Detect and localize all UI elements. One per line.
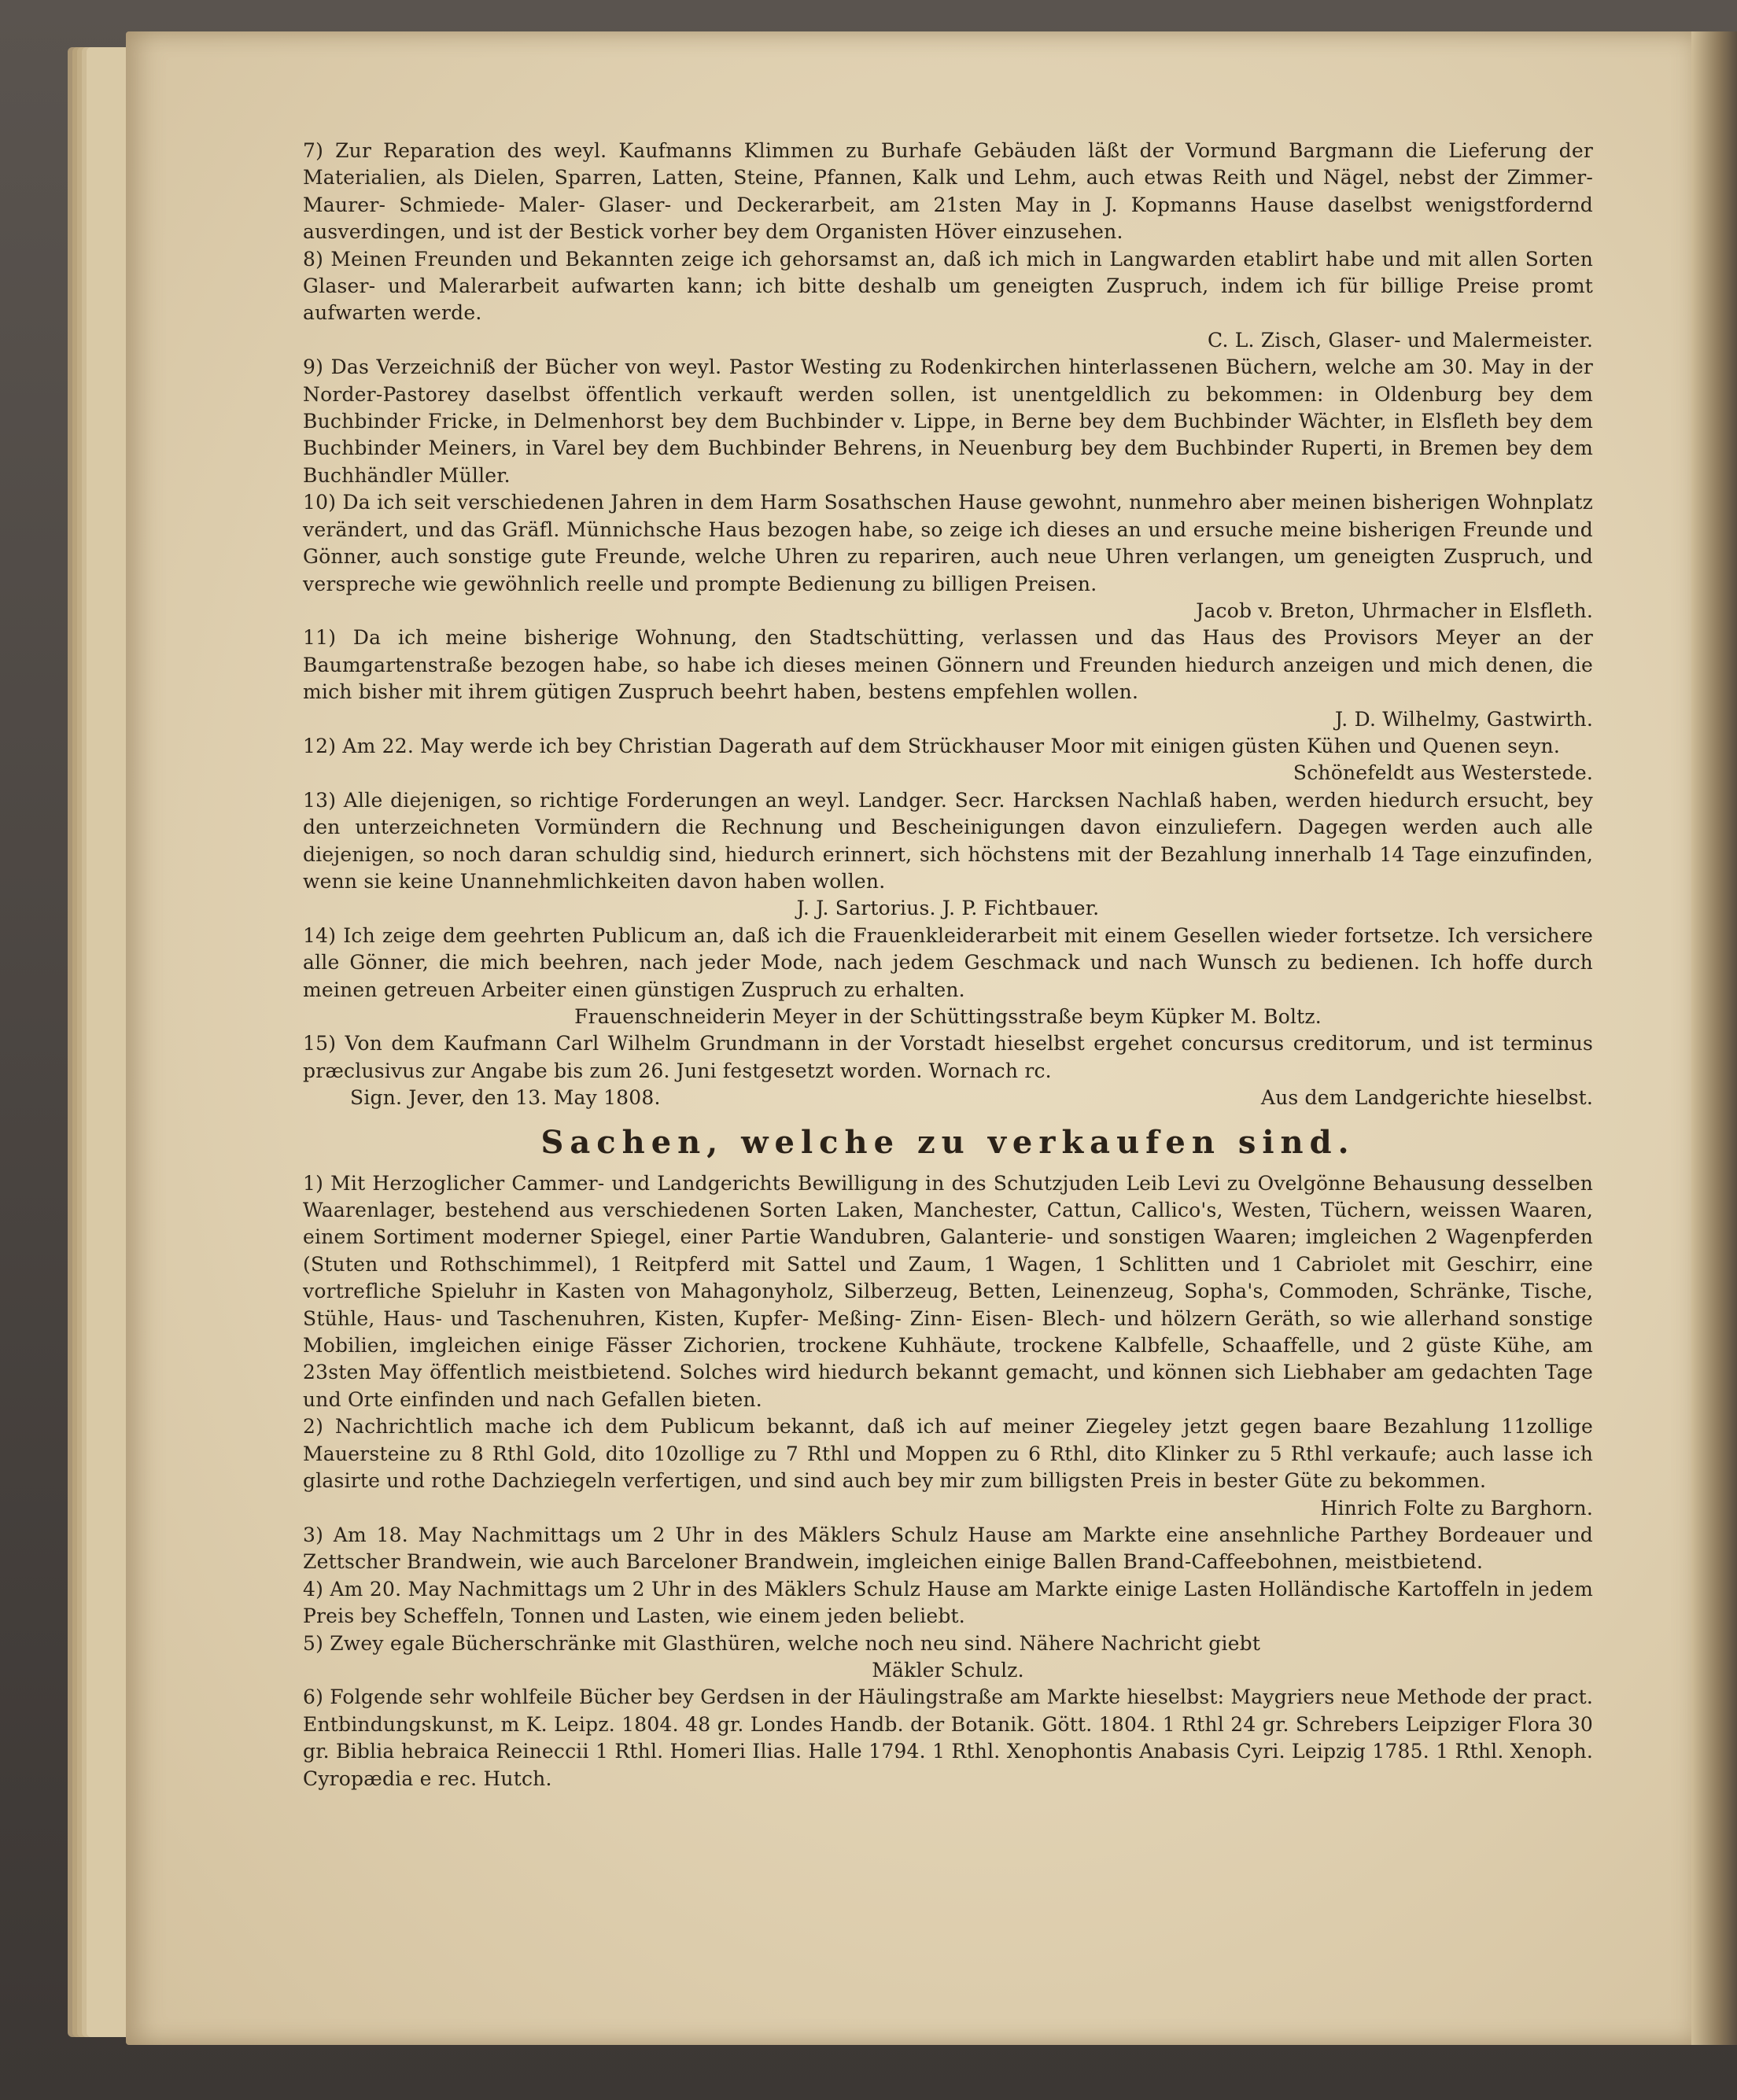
- sale-signature-5: Mäkler Schulz.: [872, 1658, 1024, 1682]
- notice-12: 12) Am 22. May werde ich bey Christian Dagerath auf dem Strückhauser Moor mit einigen güsten Kühen und Quenen seyn.: [303, 734, 1560, 757]
- notice-11: 11) Da ich meine bisherige Wohnung, den Stadtschütting, verlassen und das Haus des Provisors Meyer an der Baumgartenstraße bezogen habe, so habe ich dieses meinen Gönnern und Freunden hiedurch anzeigen und mich denen, die mich bisher mit ihrem gütigen Zuspruch beehrt haben, bestens empfehlen wollen.: [303, 626, 1593, 704]
- signature-15-date: Sign. Jever, den 13. May 1808.: [350, 1086, 661, 1110]
- signature-15: [303, 1085, 1593, 1111]
- sale-signature-2: Hinrich Folte zu Barghorn.: [1320, 1496, 1593, 1520]
- signature-11: J. D. Wilhelmy, Gastwirth.: [1335, 707, 1593, 731]
- section-heading: Sachen, welche zu verkaufen sind.: [540, 1123, 1355, 1161]
- notice-14: 14) Ich zeige dem geehrten Publicum an, daß ich die Frauenkleiderarbeit mit einem Gesellen wieder fortsetze. Ich versichere alle Gönner, die mich beehren, nach jeder Mode, nach jedem Geschmack und nach Wunsch zu bedienen. Ich hoffe durch meinen getreuen Arbeiter einen günstigen Zuspruch zu erhalten.: [303, 923, 1593, 1001]
- sale-item-1: 1) Mit Herzoglicher Cammer- und Landgerichts Bewilligung in des Schutzjuden Leib Levi zu Ovelgönne Behausung desselben Waarenlager, bestehend aus verschiedenen Sorten Laken, Manchester, Cattun, Callico's, Westen, Tüchern, weissen Waaren, einem Sortiment moderner Spiegel, einer Partie Wandubren, Galanterie- und sonstigen Waaren; imgleichen 2 Wagenpferden (Stuten und Rothschimmel), 1 Reitpferd mit Sattel und Zaum, 1 Wagen, 1 Schlitten und 1 Cabriolet mit Geschirr, eine vortrefliche Spieluhr in Kasten von Mahagonyholz, Silberzeug, Betten, Leinenzeug, Sopha's, Commoden, Schränke, Tische, Stühle, Haus- und Taschenuhren, Kisten, Kupfer- Meßing- Zinn- Eisen- Blech- und hölzern Geräth, so wie allerhand sonstige Mobilien, imgleichen einige Fässer Zichorien, trockene Kuhhäute, trockene Kalbfelle, Schaaffelle, und 2 güste Kühe, am 23sten May öffentlich meistbietend. Solches wird hiedurch bekannt gemacht, und können sich Liebhaber am gedachten Tage und Orte einfinden und nach Gefallen bieten.: [303, 1171, 1593, 1411]
- notice-8: 8) Meinen Freunden und Bekannten zeige ich gehorsamst an, daß ich mich in Langwarden etablirt habe und mit allen Sorten Glaser- und Malerarbeit aufwarten kann; ich bitte deshalb um geneigten Zuspruch, indem ich für billige Preise promt aufwarten werde.: [303, 247, 1593, 325]
- signature-14: Frauenschneiderin Meyer in der Schüttingsstraße beym Küpker M. Boltz.: [574, 1005, 1322, 1028]
- page-text-column: [303, 138, 1593, 1792]
- signature-10: Jacob v. Breton, Uhrmacher in Elsfleth.: [1196, 599, 1593, 622]
- signature-8: C. L. Zisch, Glaser- und Malermeister.: [1208, 328, 1593, 352]
- sale-item-6: 6) Folgende sehr wohlfeile Bücher bey Gerdsen in der Häulingstraße am Markte hieselbst: Maygriers neue Methode der pract. Entbindungskunst, m K. Leipz. 1804. 48 gr. Londes Handb. der Botanik. Gött. 1804. 1 Rthl 24 gr. Schrebers Leipziger Flora 30 gr. Biblia hebraica Reineccii 1 Rthl. Homeri Ilias. Halle 1794. 1 Rthl. Xenophontis Anabasis Cyri. Leipzig 1785. 1 Rthl. Xenoph. Cyropædia e rec. Hutch.: [303, 1686, 1593, 1790]
- signature-12: Schönefeldt aus Westerstede.: [1293, 761, 1593, 785]
- signature-13: J. J. Sartorius. J. P. Fichtbauer.: [796, 897, 1100, 920]
- notice-9: 9) Das Verzeichniß der Bücher von weyl. Pastor Westing zu Rodenkirchen hinterlassenen Büchern, welche am 30. May in der Norder-Pastorey daselbst öffentlich verkauft werden sollen, ist unentgeldlich zu bekommen: in Oldenburg bey dem Buchbinder Fricke, in Delmenhorst bey dem Buchbinder v. Lippe, in Berne bey dem Buchbinder Wächter, in Elsfleth bey dem Buchbinder Meiners, in Varel bey dem Buchbinder Behrens, in Neuenburg bey dem Buchbinder Ruperti, in Bremen bey dem Buchhändler Müller.: [303, 356, 1593, 487]
- sale-item-3: 3) Am 18. May Nachmittags um 2 Uhr in des Mäklers Schulz Hause am Markte eine ansehnliche Parthey Bordeauer und Zettscher Brandwein, wie auch Barceloner Brandwein, imgleichen einige Ballen Brand-Caffeebohnen, meistbietend.: [303, 1523, 1593, 1574]
- book-spine-shadow: [1691, 31, 1737, 2045]
- signature-15-court: Aus dem Landgerichte hieselbst.: [1260, 1086, 1593, 1110]
- notice-7: 7) Zur Reparation des weyl. Kaufmanns Klimmen zu Burhafe Gebäuden läßt der Vormund Bargmann die Lieferung der Materialien, als Dielen, Sparren, Latten, Steine, Pfannen, Kalk und Lehm, auch etwas Reith und Nägel, nebst der Zimmer- Maurer- Schmiede- Maler- Glaser- und Deckerarbeit, am 21sten May in J. Kopmanns Hause daselbst wenigstfordernd ausverdingen, und ist der Bestick vorher bey dem Organisten Höver einzusehen.: [303, 139, 1593, 244]
- sale-item-2: 2) Nachrichtlich mache ich dem Publicum bekannt, daß ich auf meiner Ziegeley jetzt gegen baare Bezahlung 11zollige Mauersteine zu 8 Rthl Gold, dito 10zollige zu 7 Rthl und Moppen zu 6 Rthl, dito Klinker zu 5 Rthl verkaufe; auch lasse ich glasirte und rothe Dachziegeln verfertigen, und sind auch bey mir zum billigsten Preis in bester Güte zu bekommen.: [303, 1415, 1593, 1493]
- sale-item-5: 5) Zwey egale Bücherschränke mit Glasthüren, welche noch neu sind. Nähere Nachricht giebt: [303, 1631, 1261, 1655]
- sale-item-4: 4) Am 20. May Nachmittags um 2 Uhr in des Mäklers Schulz Hause am Markte einige Lasten Holländische Kartoffeln in jedem Preis bey Scheffeln, Tonnen und Lasten, wie einem jeden beliebt.: [303, 1577, 1593, 1628]
- notice-10: 10) Da ich seit verschiedenen Jahren in dem Harm Sosathschen Hause gewohnt, nunmehro aber meinen bisherigen Wohnplatz verändert, und das Gräfl. Münnichsche Haus bezogen habe, so zeige ich dieses an und ersuche meine bisherigen Freunde und Gönner, auch sonstige gute Freunde, welche Uhren zu repariren, auch neue Uhren verlangen, um geneigten Zuspruch, und verspreche wie gewöhnlich reelle und prompte Bedienung zu billigen Preisen.: [303, 491, 1593, 595]
- notice-13: 13) Alle diejenigen, so richtige Forderungen an weyl. Landger. Secr. Harcksen Nachlaß haben, werden hiedurch ersucht, bey den unterzeichneten Vormündern die Rechnung und Bescheinigungen davon einzuliefern. Dagegen werden auch alle diejenigen, so noch daran schuldig sind, hiedurch erinnert, sich höchstens mit der Bezahlung innerhalb 14 Tage einzufinden, wenn sie keine Unannehmlichkeiten davon haben wollen.: [303, 788, 1593, 893]
- notice-15: 15) Von dem Kaufmann Carl Wilhelm Grundmann in der Vorstadt hieselbst ergehet concursus creditorum, und ist terminus præclusivus zur Angabe bis zum 26. Juni festgesetzt worden. Wornach rc.: [303, 1032, 1593, 1082]
